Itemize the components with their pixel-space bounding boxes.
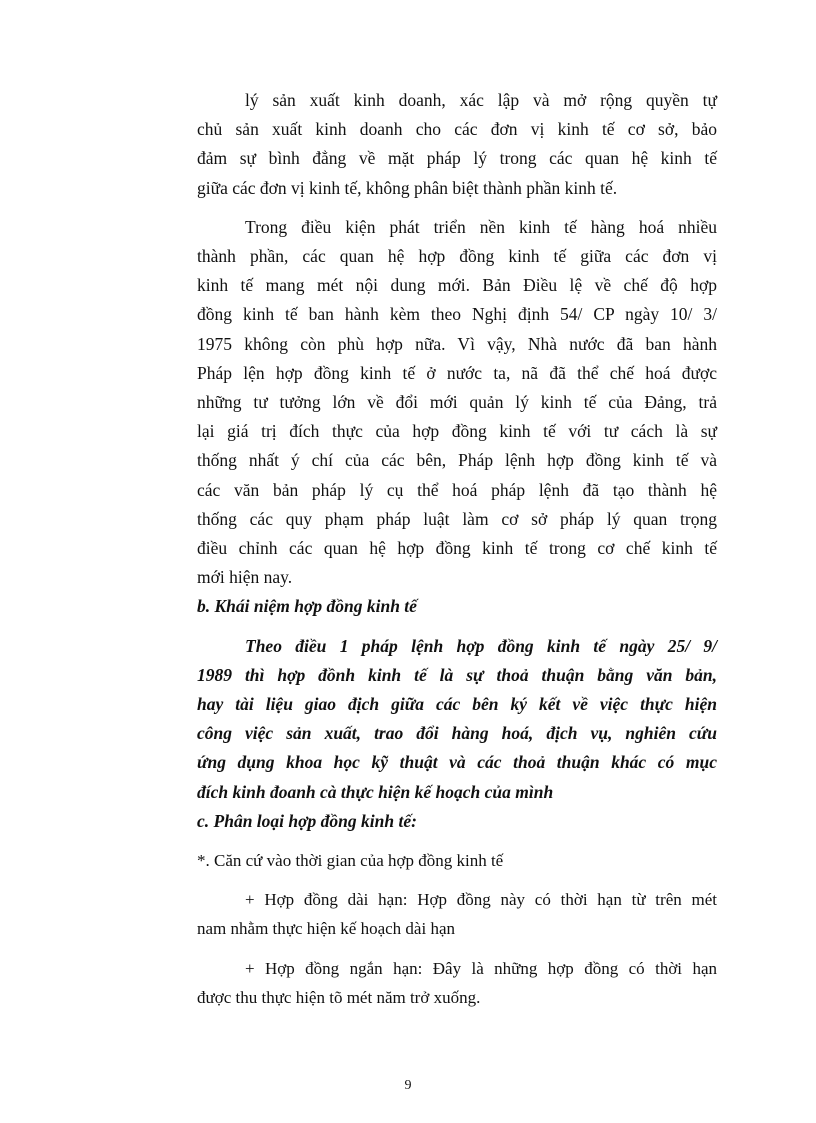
text-line: 1975 không còn phù hợp nữa. Vì vậy, Nhà nước đã ban hành	[197, 333, 717, 354]
classification-basis: *. Căn cứ vào thời gian của hợp đồng kinh tế	[197, 851, 504, 871]
text-line: ứng dụng khoa học kỹ thuật và các thoả thuận khác có mục	[197, 752, 717, 773]
text-line: lý sản xuất kinh doanh, xác lập và mở rộng quyền tự	[245, 90, 717, 110]
text-line: được thu thực hiện tõ mét năm trở xuống.	[197, 987, 481, 1007]
section-heading-c: c. Phân loại hợp đồng kinh tế:	[197, 810, 417, 831]
text-line: giữa các đơn vị kinh tế, không phân biệt thành phần kinh tế.	[197, 177, 618, 198]
text-line: công việc sản xuất, trao đổi hàng hoá, địch vụ, nghiên cứu	[197, 723, 717, 744]
text-line: mới hiện nay.	[197, 567, 293, 588]
text-line: kinh tế mang mét nội dung mới. Bản Điều lệ về chế độ hợp	[197, 275, 717, 296]
definition-paragraph	[197, 632, 717, 807]
paragraph-economic-conditions	[197, 213, 717, 593]
text-line: + Hợp đồng dài hạn: Hợp đồng này có thời hạn từ trên mét	[245, 890, 717, 910]
text-line: thống nhất ý chí của các bên, Pháp lệnh hợp đồng kinh tế và	[197, 450, 717, 471]
text-line: Pháp lện hợp đồng kinh tế ở nước ta, nã đã thể chế hoá được	[197, 362, 717, 383]
text-line: Trong điều kiện phát triển nền kinh tế hàng hoá nhiều	[245, 216, 717, 237]
text-line: đích kinh đoanh cà thực hiện kế hoạch của mình	[197, 781, 554, 802]
text-line: đồng kinh tế ban hành kèm theo Nghị định 54/ CP ngày 10/ 3/	[197, 304, 717, 325]
text-line: chủ sản xuất kinh doanh cho các đơn vị kinh tế cơ sở, bảo	[197, 119, 717, 140]
section-heading-b: b. Khái niệm hợp đồng kinh tế	[197, 596, 417, 617]
text-line: Theo điều 1 pháp lệnh hợp đồng kinh tế ngày 25/ 9/	[245, 635, 717, 656]
item-long-term-contract	[197, 885, 717, 943]
paragraph-continuation	[197, 86, 717, 203]
document-body	[197, 86, 717, 1012]
text-line: thành phần, các quan hệ hợp đồng kinh tế giữa các đơn vị	[197, 246, 717, 267]
text-line: đảm sự bình đẳng về mặt pháp lý trong các quan hệ kinh tế	[197, 148, 717, 169]
text-line: thống các quy phạm pháp luật làm cơ sở pháp lý quan trọng	[197, 508, 717, 529]
text-line: 1989 thì hợp đồnh kinh tế là sự thoả thuận bằng văn bản,	[197, 664, 717, 685]
text-line: nam nhằm thực hiện kế hoạch dài hạn	[197, 919, 455, 939]
item-short-term-contract	[197, 954, 717, 1012]
text-line: những tư tưởng lớn về đổi mới quản lý kinh tế của Đảng, trả	[197, 392, 717, 413]
page-number: 9	[404, 1078, 412, 1093]
text-line: hay tài liệu giao địch giữa các bên ký kết về việc thực hiện	[197, 694, 717, 715]
text-line: các văn bản pháp lý cụ thể hoá pháp lệnh đã tạo thành hệ	[197, 479, 717, 500]
text-line: điều chỉnh các quan hệ hợp đồng kinh tế trong cơ chế kinh tế	[197, 538, 717, 559]
text-line: lại giá trị đích thực của hợp đồng kinh tế với tư cách là sự	[197, 421, 717, 442]
text-line: + Hợp đồng ngắn hạn: Đây là những hợp đồng có thời hạn	[245, 958, 717, 978]
